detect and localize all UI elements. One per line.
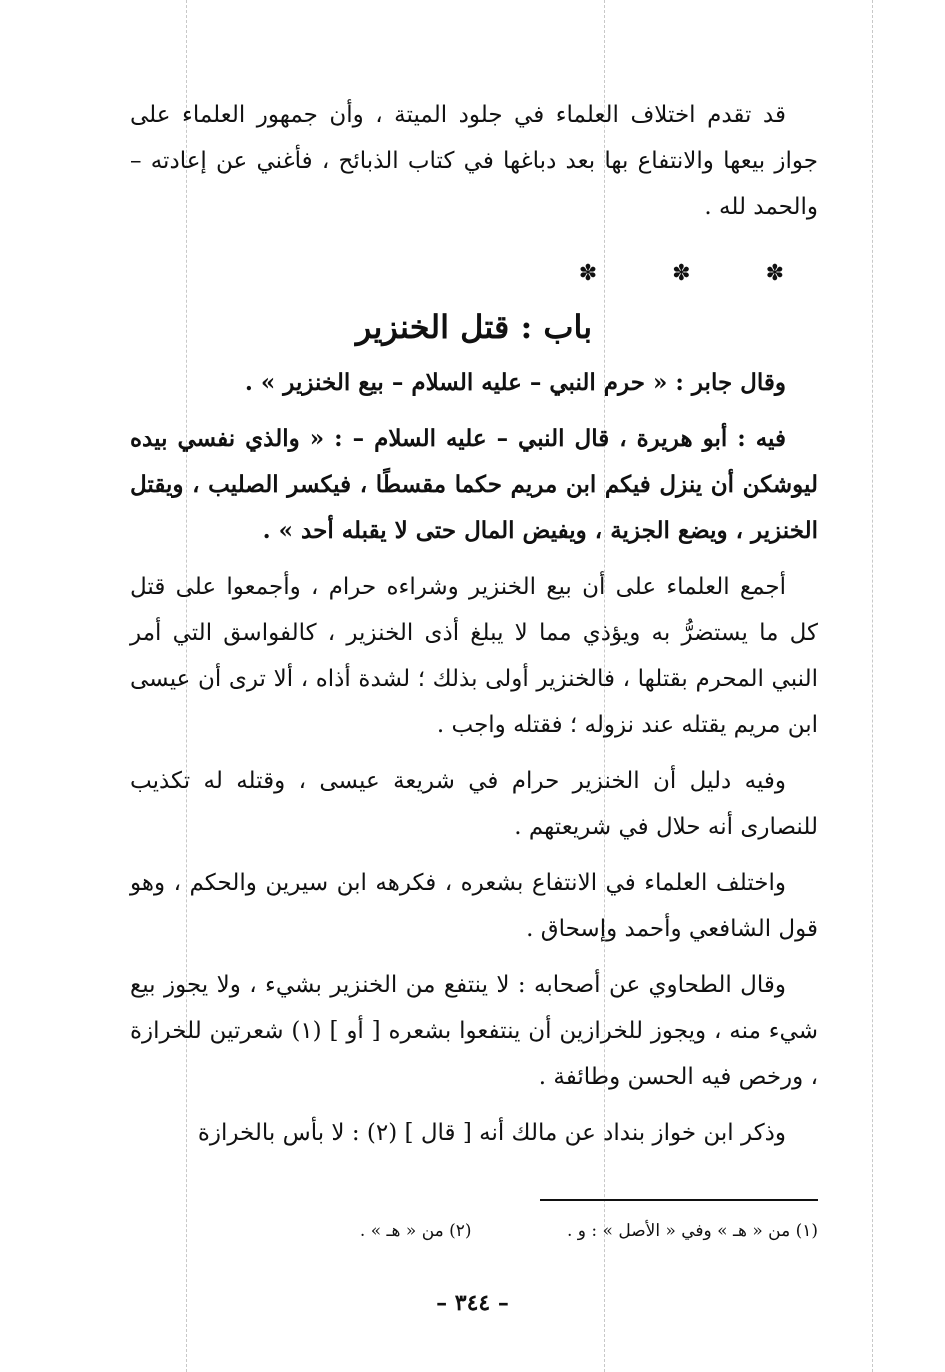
scan-guide-line-right	[872, 0, 873, 1372]
chapter-title: باب : قتل الخنزير	[355, 308, 593, 346]
evidence-paragraph: وفيه دليل أن الخنزير حرام في شريعة عيسى ، وقتله له تكذيب للنصارى أنه حلال في شريعتهم .	[130, 768, 818, 840]
jabir-quote: وقال جابر : « حرم النبي – عليه السلام – بيع الخنزير » .	[244, 369, 786, 396]
consensus-paragraph: أجمع العلماء على أن بيع الخنزير وشراءه حرام ، وأجمعوا على قتل كل ما يستضرُّ به ويؤذي مما لا يبلغ أذى الخنزير ، كالفواسق التي أمر النبي المحرم بقتلها ، فالخنزير أولى بذلك ؛ لشدة أذاه ، ألا ترى أن عيسى ابن مريم يقتله عند نزوله ؛ فقتله واجب .	[130, 574, 818, 738]
tahawi-paragraph: وقال الطحاوي عن أصحابه : لا ينتفع من الخنزير بشيء ، ولا يجوز بيع شيء منه ، ويجوز للخرازين أن ينتفعوا بشعره [ أو ] (١) شعرتين للخرازة ، ورخص فيه الحسن وطائفة .	[130, 972, 819, 1090]
hair-paragraph: واختلف العلماء في الانتفاع بشعره ، فكرهه ابن سيرين والحكم ، وهو قول الشافعي وأحمد وإسحاق .	[130, 870, 818, 942]
footnote-2: (٢) من « هـ » .	[359, 1221, 472, 1241]
ornament-star-icon: ✽	[578, 261, 598, 286]
khuwaz-paragraph: وذكر ابن خواز بنداد عن مالك أنه [ قال ] (٢) : لا بأس بالخرازة	[197, 1120, 786, 1146]
page-number: – ٣٤٤ –	[436, 1290, 509, 1316]
footnote-divider	[540, 1199, 818, 1201]
page-body	[130, 92, 818, 1156]
intro-paragraph: قد تقدم اختلاف العلماء في جلود الميتة ، وأن جمهور العلماء على جواز بيعها والانتفاع بها بعد دباغها في كتاب الذبائح ، فأغني عن إعادته – والحمد لله .	[130, 102, 818, 220]
footnotes	[258, 1216, 818, 1246]
footnote-1: (١) من « هـ » وفي « الأصل » : و .	[566, 1221, 818, 1241]
ornament-star-icon: ✽	[672, 261, 691, 286]
section-separator	[130, 258, 818, 290]
ornament-star-icon: ✽	[765, 261, 784, 286]
abu-hurayra-hadith: فيه : أبو هريرة ، قال النبي – عليه السلام – : « والذي نفسي بيده ليوشكن أن ينزل فيكم ابن مريم حكما مقسطًا ، فيكسر الصليب ، ويقتل الخنزير ، ويضع الجزية ، ويفيض المال حتى لا يقبله أحد » .	[130, 425, 818, 544]
